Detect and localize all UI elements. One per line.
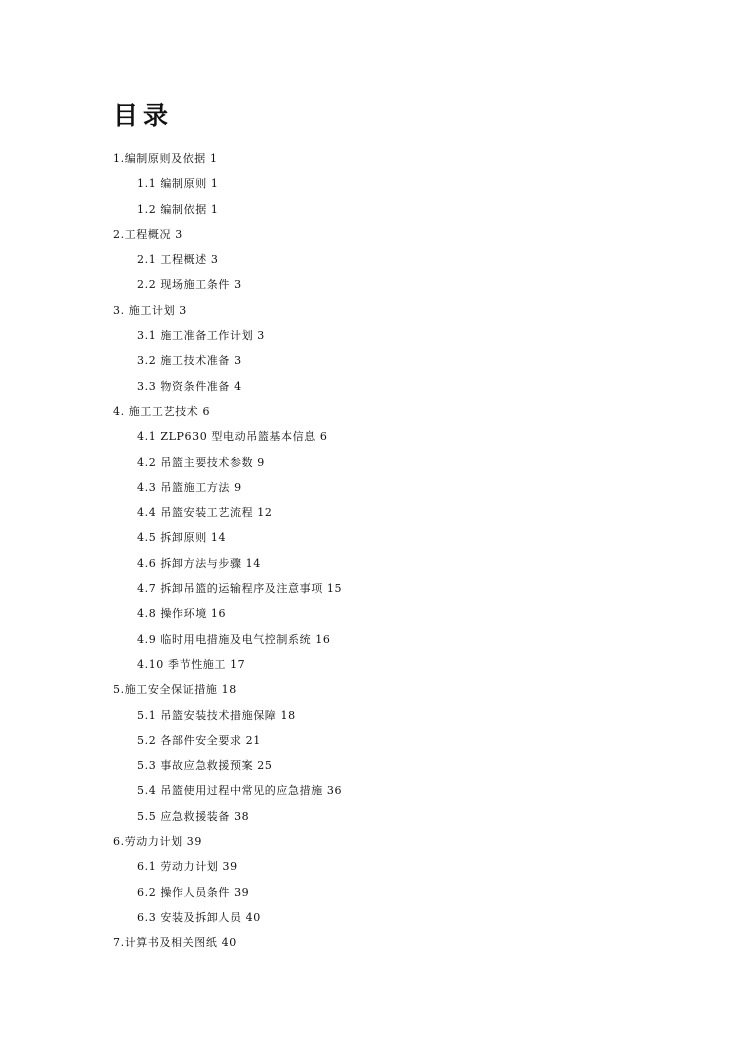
toc-section-5[interactable]: 5.施工安全保证措施 18 xyxy=(113,683,237,697)
toc-subsection-4-3[interactable]: 4.3 吊篮施工方法 9 xyxy=(137,480,242,494)
toc-subsection-1-1[interactable]: 1.1 编制原则 1 xyxy=(137,177,219,191)
toc-subsection-4-2[interactable]: 4.2 吊篮主要技术参数 9 xyxy=(137,455,265,469)
page-title: 目录 xyxy=(113,101,174,130)
toc-section-3[interactable]: 3. 施工计划 3 xyxy=(113,303,187,317)
toc-subsection-2-2[interactable]: 2.2 现场施工条件 3 xyxy=(137,278,242,292)
toc-section-4[interactable]: 4. 施工工艺技术 6 xyxy=(113,404,211,418)
toc-section-7[interactable]: 7.计算书及相关图纸 40 xyxy=(113,936,237,950)
toc-subsection-5-5[interactable]: 5.5 应急救援装备 38 xyxy=(137,809,250,823)
table-of-contents xyxy=(0,146,744,956)
toc-subsection-4-8[interactable]: 4.8 操作环境 16 xyxy=(137,607,227,621)
toc-subsection-4-10[interactable]: 4.10 季节性施工 17 xyxy=(137,657,246,671)
toc-subsection-5-4[interactable]: 5.4 吊篮使用过程中常见的应急措施 36 xyxy=(137,784,343,798)
toc-subsection-5-2[interactable]: 5.2 各部件安全要求 21 xyxy=(137,733,261,747)
toc-subsection-1-2[interactable]: 1.2 编制依据 1 xyxy=(137,202,219,216)
toc-subsection-6-3[interactable]: 6.3 安装及拆卸人员 40 xyxy=(137,910,261,924)
toc-subsection-5-3[interactable]: 5.3 事故应急救援预案 25 xyxy=(137,759,273,773)
toc-subsection-3-1[interactable]: 3.1 施工准备工作计划 3 xyxy=(137,329,265,343)
toc-subsection-3-3[interactable]: 3.3 物资条件准备 4 xyxy=(137,379,242,393)
toc-section-2[interactable]: 2.工程概况 3 xyxy=(113,227,183,241)
toc-subsection-4-7[interactable]: 4.7 拆卸吊篮的运输程序及注意事项 15 xyxy=(137,582,343,596)
toc-subsection-3-2[interactable]: 3.2 施工技术准备 3 xyxy=(137,354,242,368)
toc-subsection-4-1[interactable]: 4.1 ZLP630 型电动吊篮基本信息 6 xyxy=(137,430,328,444)
toc-section-6[interactable]: 6.劳动力计划 39 xyxy=(113,835,202,849)
toc-subsection-4-5[interactable]: 4.5 拆卸原则 14 xyxy=(137,531,227,545)
toc-subsection-4-4[interactable]: 4.4 吊篮安装工艺流程 12 xyxy=(137,506,273,520)
toc-subsection-6-2[interactable]: 6.2 操作人员条件 39 xyxy=(137,885,250,899)
toc-subsection-4-6[interactable]: 4.6 拆卸方法与步骤 14 xyxy=(137,556,261,570)
toc-section-1[interactable]: 1.编制原则及依据 1 xyxy=(113,152,218,165)
toc-subsection-4-9[interactable]: 4.9 临时用电措施及电气控制系统 16 xyxy=(137,632,331,646)
toc-subsection-2-1[interactable]: 2.1 工程概述 3 xyxy=(137,253,219,267)
toc-subsection-5-1[interactable]: 5.1 吊篮安装技术措施保障 18 xyxy=(137,708,296,722)
toc-subsection-6-1[interactable]: 6.1 劳动力计划 39 xyxy=(137,860,238,874)
